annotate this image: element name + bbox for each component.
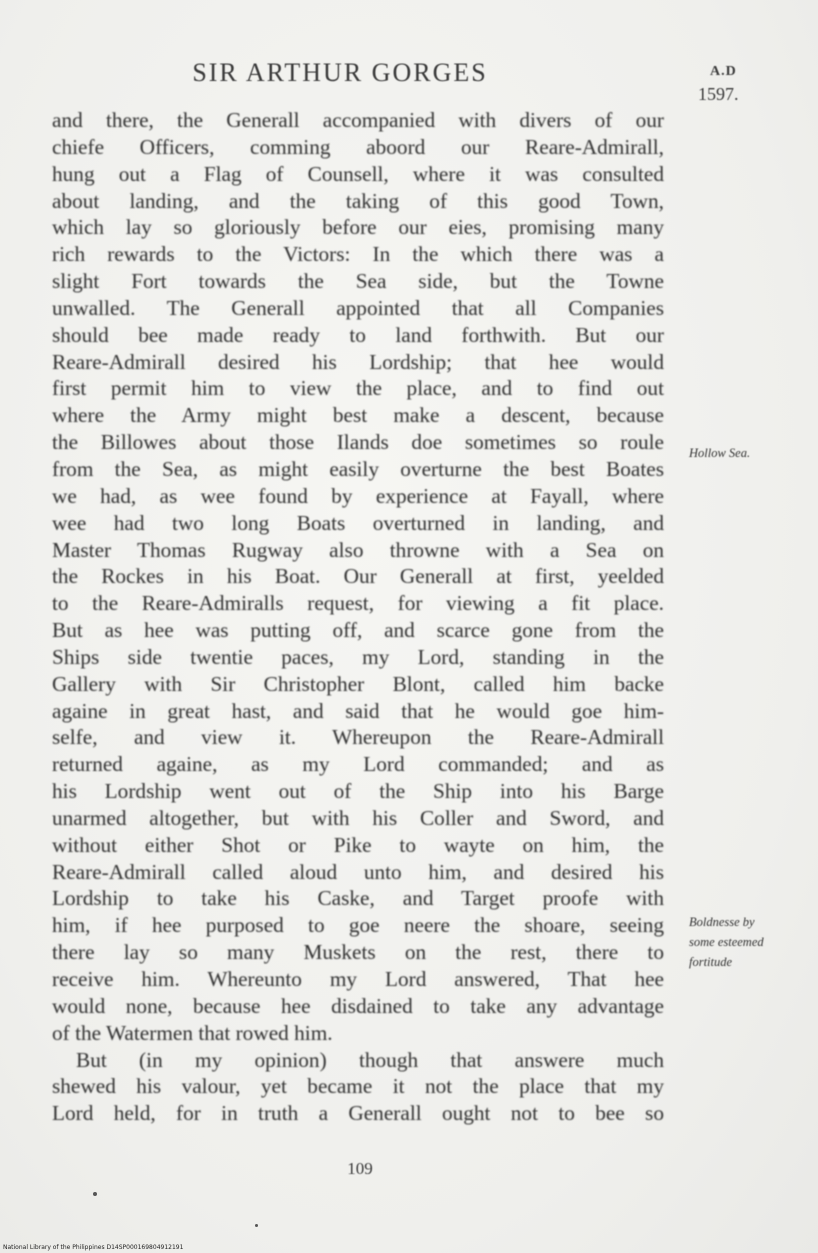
text-line: againe in great hast, and said that he would goe him- bbox=[52, 698, 664, 723]
text-line: But (in my opinion) though that answere much bbox=[76, 1047, 664, 1072]
text-line: we had, as wee found by experience at Fayall, where bbox=[52, 483, 664, 508]
text-line: where the Army might best make a descent, because bbox=[52, 403, 664, 428]
margin-note-hollow-sea: Hollow Sea. bbox=[689, 446, 751, 460]
text-line: the Rockes in his Boat. Our Generall at first, yeelded bbox=[52, 564, 664, 589]
page-number: 109 bbox=[347, 1159, 373, 1178]
text-line: the Billowes about those Ilands doe sometimes so roule bbox=[52, 430, 664, 455]
text-line: unwalled. The Generall appointed that all Companies bbox=[52, 295, 664, 320]
text-line: him, if hee purposed to goe neere the shoare, seeing bbox=[52, 913, 664, 938]
text-line: Reare-Admirall desired his Lordship; that hee would bbox=[52, 349, 664, 374]
text-line: would none, because hee disdained to take any advantage bbox=[52, 993, 664, 1018]
margin-note-boldnesse bbox=[689, 912, 764, 972]
text-line: receive him. Whereunto my Lord answered, That hee bbox=[52, 967, 664, 991]
anno-domini: A.D bbox=[710, 64, 737, 79]
ink-speck bbox=[93, 1192, 97, 1196]
text-line: should bee made ready to land forthwith. But our bbox=[52, 322, 664, 347]
text-line: Lord held, for in truth a Generall ought not to bee so bbox=[52, 1101, 664, 1126]
scan-footer: National Library of the Philippines D14SP000169804912191 bbox=[3, 1244, 184, 1251]
margin-note-line: Boldnesse by bbox=[689, 915, 755, 929]
ink-speck bbox=[255, 1224, 258, 1227]
text-line: wee had two long Boats overturned in landing, and bbox=[52, 510, 664, 535]
text-line: rich rewards to the Victors: In the which there was a bbox=[52, 242, 664, 267]
text-line: without either Shot or Pike to wayte on him, the bbox=[52, 832, 664, 857]
text-line: which lay so gloriously before our eies, promising many bbox=[52, 215, 664, 240]
text-line: selfe, and view it. Whereupon the Reare-Admirall bbox=[52, 725, 664, 750]
text-line: and there, the Generall accompanied with divers of our bbox=[52, 108, 664, 132]
text-line: Ships side twentie paces, my Lord, standing in the bbox=[52, 644, 664, 669]
text-line: But as hee was putting off, and scarce gone from the bbox=[52, 618, 664, 643]
text-line: first permit him to view the place, and to find out bbox=[52, 376, 664, 401]
text-line: returned againe, as my Lord commanded; and as bbox=[52, 752, 664, 777]
body-text bbox=[52, 107, 664, 1127]
text-line: shewed his valour, yet became it not the place that my bbox=[52, 1074, 664, 1099]
text-line: about landing, and the taking of this good Town, bbox=[52, 188, 664, 213]
text-line: hung out a Flag of Counsell, where it was consulted bbox=[52, 161, 664, 186]
text-line: Reare-Admirall called aloud unto him, and desired his bbox=[52, 859, 664, 884]
margin-note-line: fortitude bbox=[689, 955, 733, 969]
margin-note-line: some esteemed bbox=[689, 935, 764, 949]
year-label bbox=[698, 64, 768, 105]
text-line: Master Thomas Rugway also throwne with a Sea on bbox=[52, 537, 664, 562]
text-line: from the Sea, as might easily overturne the best Boates bbox=[52, 456, 664, 481]
running-head: SIR ARTHUR GORGES bbox=[192, 58, 488, 87]
text-line: Lordship to take his Caske, and Target proofe with bbox=[52, 886, 664, 911]
text-line: chiefe Officers, comming aboord our Reare-Admirall, bbox=[52, 134, 664, 159]
year: 1597. bbox=[698, 84, 739, 104]
text-line: to the Reare-Admiralls request, for viewing a fit place. bbox=[52, 591, 664, 616]
text-line: unarmed altogether, but with his Coller and Sword, and bbox=[52, 805, 664, 830]
text-line: Gallery with Sir Christopher Blont, called him backe bbox=[52, 671, 664, 696]
text-line: of the Watermen that rowed him. bbox=[52, 1020, 333, 1045]
text-line: his Lordship went out of the Ship into his Barge bbox=[52, 779, 664, 804]
text-line: slight Fort towards the Sea side, but the Towne bbox=[52, 269, 664, 294]
text-line: there lay so many Muskets on the rest, there to bbox=[52, 940, 664, 965]
